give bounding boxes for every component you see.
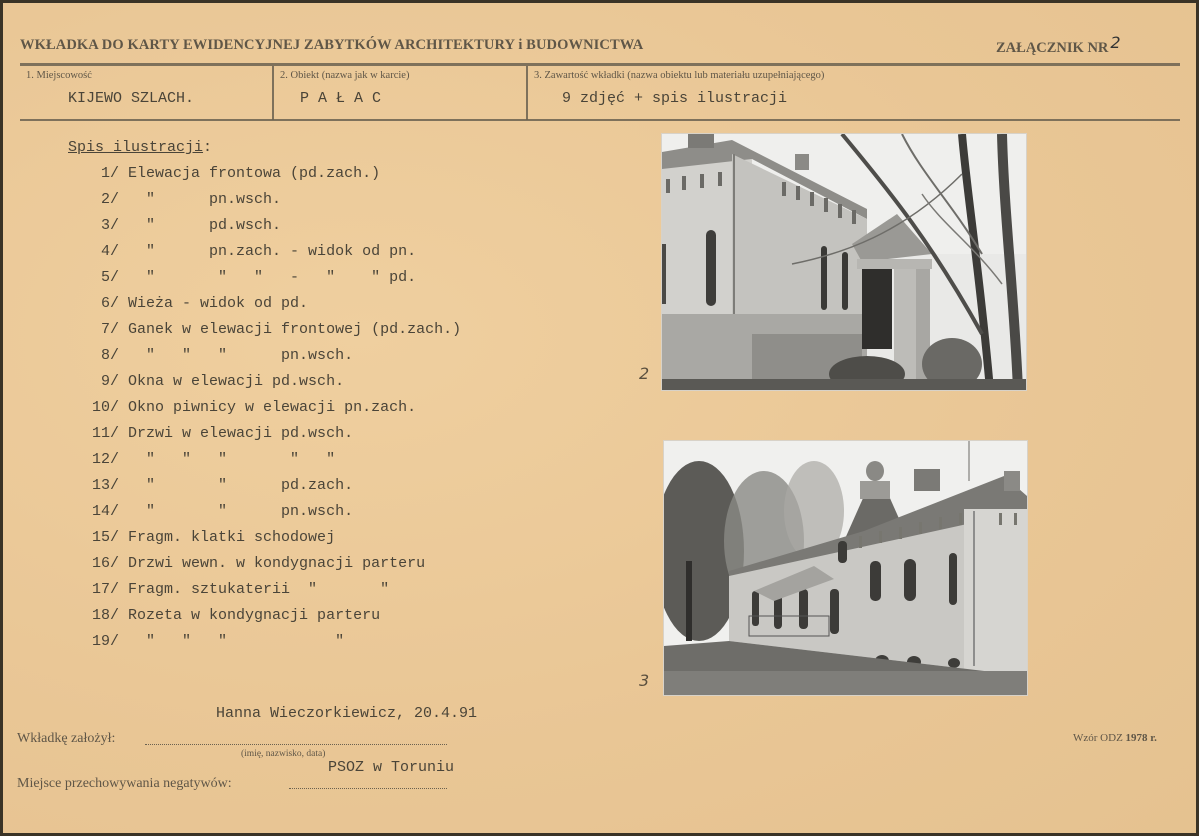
- item-text: " " " ": [128, 633, 345, 650]
- list-item: [92, 607, 380, 624]
- list-item: [92, 347, 353, 364]
- list-item: [92, 373, 344, 390]
- item-number: 6/: [92, 295, 120, 312]
- photo-2-number: 2: [639, 364, 650, 383]
- item-text: " pn.zach. - widok od pn.: [128, 243, 417, 260]
- annex-label: [996, 33, 1121, 57]
- field-divider-1: [272, 66, 274, 120]
- item-number: 19/: [92, 633, 120, 650]
- item-number: 5/: [92, 269, 120, 286]
- list-item: [92, 581, 389, 598]
- list-item: [92, 503, 353, 520]
- item-text: Okno piwnicy w elewacji pn.zach.: [128, 399, 417, 416]
- item-number: 13/: [92, 477, 120, 494]
- list-item: [92, 425, 353, 442]
- record-card-sheet: [3, 3, 1196, 833]
- author-hint: (imię, nazwisko, data): [241, 749, 326, 759]
- item-text: " " pn.wsch.: [128, 503, 354, 520]
- list-item: [92, 165, 380, 182]
- item-text: " " " - " " pd.: [128, 269, 417, 286]
- illustration-list-title: [68, 139, 212, 156]
- item-text: Elewacja frontowa (pd.zach.): [128, 165, 381, 182]
- item-number: 8/: [92, 347, 120, 364]
- item-text: " " " " ": [128, 451, 336, 468]
- item-number: 18/: [92, 607, 120, 624]
- author-signature-typed: Hanna Wieczorkiewicz, 20.4.91: [216, 705, 478, 722]
- illustration-list: [68, 139, 628, 659]
- list-item: [92, 269, 416, 286]
- item-text: Rozeta w kondygnacji parteru: [128, 607, 381, 624]
- list-item: [92, 451, 335, 468]
- item-text: " " " pn.wsch.: [128, 347, 354, 364]
- item-text: Fragm. sztukaterii " ": [128, 581, 390, 598]
- item-text: Wieża - widok od pd.: [128, 295, 309, 312]
- field-label-locality: 1. Miejscowość: [26, 70, 92, 81]
- list-item: [92, 321, 461, 338]
- item-text: " " pd.zach.: [128, 477, 354, 494]
- item-text: Drzwi w elewacji pd.wsch.: [128, 425, 354, 442]
- author-line: [145, 744, 447, 745]
- template-label-text: Wzór ODZ: [1073, 732, 1123, 744]
- item-number: 16/: [92, 555, 120, 572]
- list-item: [92, 295, 308, 312]
- list-title-colon: :: [203, 139, 213, 156]
- list-title-text: Spis ilustracji: [68, 139, 204, 156]
- annex-label-text: ZAŁĄCZNIK NR: [996, 40, 1109, 56]
- field-value-contents: 9 zdjęć + spis ilustracji: [562, 90, 788, 107]
- item-text: Ganek w elewacji frontowej (pd.zach.): [128, 321, 462, 338]
- item-text: Drzwi wewn. w kondygnacji parteru: [128, 555, 426, 572]
- palace-facade-photo: [662, 134, 1026, 390]
- list-item: [92, 399, 416, 416]
- list-item: [92, 191, 281, 208]
- item-text: Fragm. klatki schodowej: [128, 529, 336, 546]
- list-item: [92, 633, 344, 650]
- field-label-object: 2. Obiekt (nazwa jak w karcie): [280, 70, 410, 81]
- header-divider-bottom: [20, 119, 1180, 121]
- field-value-locality: KIJEWO SZLACH.: [68, 90, 195, 107]
- form-template-label: [1073, 732, 1157, 744]
- list-item: [92, 477, 353, 494]
- field-value-object: P A Ł A C: [300, 90, 382, 107]
- storage-place-typed: PSOZ w Toruniu: [328, 759, 455, 776]
- header-divider-top: [20, 63, 1180, 66]
- template-year: 1978 r.: [1125, 732, 1157, 744]
- palace-side-photo: [664, 441, 1027, 695]
- item-number: 1/: [92, 165, 120, 182]
- photo-3: [663, 440, 1028, 696]
- item-number: 3/: [92, 217, 120, 234]
- item-text: Okna w elewacji pd.wsch.: [128, 373, 345, 390]
- list-item: [92, 529, 335, 546]
- item-text: " pn.wsch.: [128, 191, 282, 208]
- storage-label: Miejsce przechowywania negatywów:: [17, 776, 232, 791]
- item-number: 2/: [92, 191, 120, 208]
- field-label-contents: 3. Zawartość wkładki (nazwa obiektu lub materiału uzupełniającego): [534, 70, 825, 81]
- item-number: 7/: [92, 321, 120, 338]
- photo-2: [661, 133, 1027, 391]
- item-number: 4/: [92, 243, 120, 260]
- list-item: [92, 243, 416, 260]
- item-number: 10/: [92, 399, 120, 416]
- storage-line: [289, 788, 447, 789]
- item-number: 17/: [92, 581, 120, 598]
- field-divider-2: [526, 66, 528, 120]
- item-number: 9/: [92, 373, 120, 390]
- item-number: 14/: [92, 503, 120, 520]
- item-number: 11/: [92, 425, 120, 442]
- list-item: [92, 555, 425, 572]
- item-number: 12/: [92, 451, 120, 468]
- list-item: [92, 217, 281, 234]
- photo-3-number: 3: [639, 671, 650, 690]
- document-title: WKŁADKA DO KARTY EWIDENCYJNEJ ZABYTKÓW ARCHITEKTURY i BUDOWNICTWA: [20, 37, 644, 53]
- annex-number: 2: [1110, 33, 1121, 52]
- author-label: Wkładkę założył:: [17, 731, 116, 746]
- item-number: 15/: [92, 529, 120, 546]
- item-text: " pd.wsch.: [128, 217, 282, 234]
